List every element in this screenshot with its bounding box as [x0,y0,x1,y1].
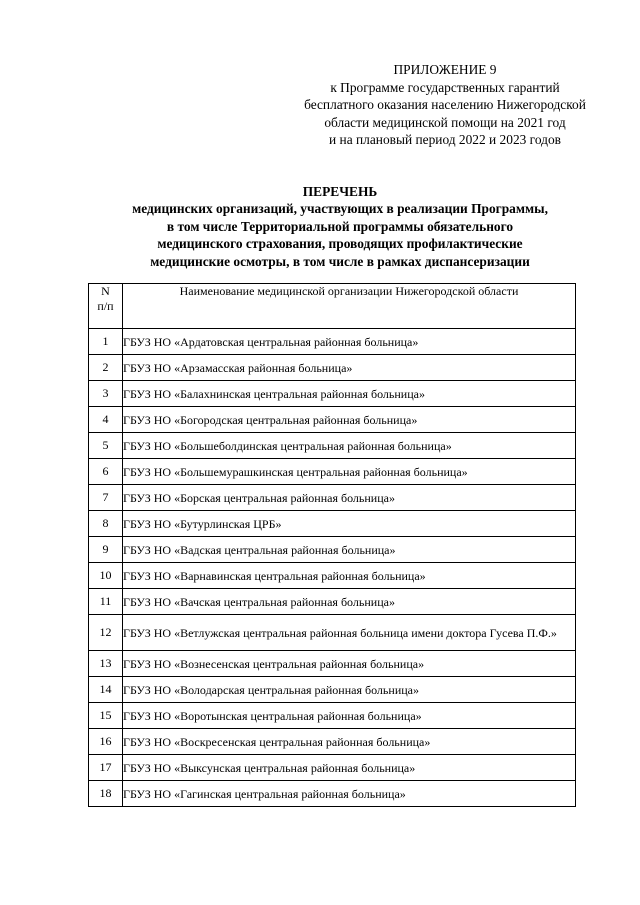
table-row [89,677,576,703]
row-organization-name: ГБУЗ НО «Борская центральная районная больница» [123,485,576,511]
column-header-number-line1: N [101,284,110,298]
table-row [89,381,576,407]
table-row [89,563,576,589]
document-heading [60,183,620,270]
row-number: 3 [89,381,123,407]
row-organization-name: ГБУЗ НО «Богородская центральная районная больница» [123,407,576,433]
table-row [89,355,576,381]
organizations-table [88,283,576,807]
row-organization-name: ГБУЗ НО «Большеболдинская центральная районная больница» [123,433,576,459]
row-number: 14 [89,677,123,703]
row-organization-name: ГБУЗ НО «Большемурашкинская центральная районная больница» [123,459,576,485]
appendix-line: и на плановый период 2022 и 2023 годов [329,132,561,148]
table-row [89,615,576,651]
row-organization-name: ГБУЗ НО «Воскресенская центральная районная больница» [123,729,576,755]
row-number: 4 [89,407,123,433]
heading-title: ПЕРЕЧЕНЬ [302,184,378,199]
appendix-line: к Программе государственных гарантий [330,79,560,95]
table-row [89,651,576,677]
row-number: 11 [89,589,123,615]
row-number: 18 [89,781,123,807]
appendix-line: области медицинской помощи на 2021 год [324,114,566,130]
row-number: 15 [89,703,123,729]
heading-line: в том числе Территориальной программы обязательного [166,218,514,234]
table-row [89,589,576,615]
table-row [89,329,576,355]
row-number: 16 [89,729,123,755]
table-body [89,329,576,807]
row-organization-name: ГБУЗ НО «Вознесенская центральная районная больница» [123,651,576,677]
column-header-name: Наименование медицинской организации Нижегородской области [123,284,576,329]
table-row [89,433,576,459]
row-organization-name: ГБУЗ НО «Воротынская центральная районная больница» [123,703,576,729]
table-row [89,755,576,781]
column-header-number-line2: п/п [97,299,114,313]
row-number: 5 [89,433,123,459]
table-row [89,407,576,433]
appendix-block [280,61,610,149]
row-organization-name: ГБУЗ НО «Варнавинская центральная районная больница» [123,563,576,589]
row-organization-name: ГБУЗ НО «Ветлужская центральная районная больница имени доктора Гусева П.Ф.» [123,615,576,651]
row-number: 1 [89,329,123,355]
appendix-line: ПРИЛОЖЕНИЕ 9 [393,62,497,77]
row-organization-name: ГБУЗ НО «Ардатовская центральная районная больница» [123,329,576,355]
row-number: 13 [89,651,123,677]
row-organization-name: ГБУЗ НО «Выксунская центральная районная больница» [123,755,576,781]
row-number: 6 [89,459,123,485]
row-organization-name: ГБУЗ НО «Бутурлинская ЦРБ» [123,511,576,537]
row-organization-name: ГБУЗ НО «Володарская центральная районная больница» [123,677,576,703]
row-number: 17 [89,755,123,781]
table-header-row [89,284,576,329]
heading-line: медицинские осмотры, в том числе в рамках диспансеризации [150,253,530,269]
table-row [89,485,576,511]
appendix-line: бесплатного оказания населению Нижегородской [304,97,586,113]
table-row [89,781,576,807]
table-row [89,537,576,563]
row-organization-name: ГБУЗ НО «Вачская центральная районная больница» [123,589,576,615]
table-row [89,729,576,755]
row-number: 10 [89,563,123,589]
row-number: 2 [89,355,123,381]
row-number: 12 [89,615,123,651]
row-number: 8 [89,511,123,537]
row-organization-name: ГБУЗ НО «Вадская центральная районная больница» [123,537,576,563]
row-number: 9 [89,537,123,563]
column-header-number [89,284,123,329]
row-organization-name: ГБУЗ НО «Арзамасская районная больница» [123,355,576,381]
table-row [89,511,576,537]
heading-line: медицинского страхования, проводящих профилактические [157,236,523,252]
row-number: 7 [89,485,123,511]
table-row [89,703,576,729]
row-organization-name: ГБУЗ НО «Гагинская центральная районная больница» [123,781,576,807]
row-organization-name: ГБУЗ НО «Балахнинская центральная районная больница» [123,381,576,407]
table-row [89,459,576,485]
heading-line: медицинских организаций, участвующих в реализации Программы, [132,201,548,217]
